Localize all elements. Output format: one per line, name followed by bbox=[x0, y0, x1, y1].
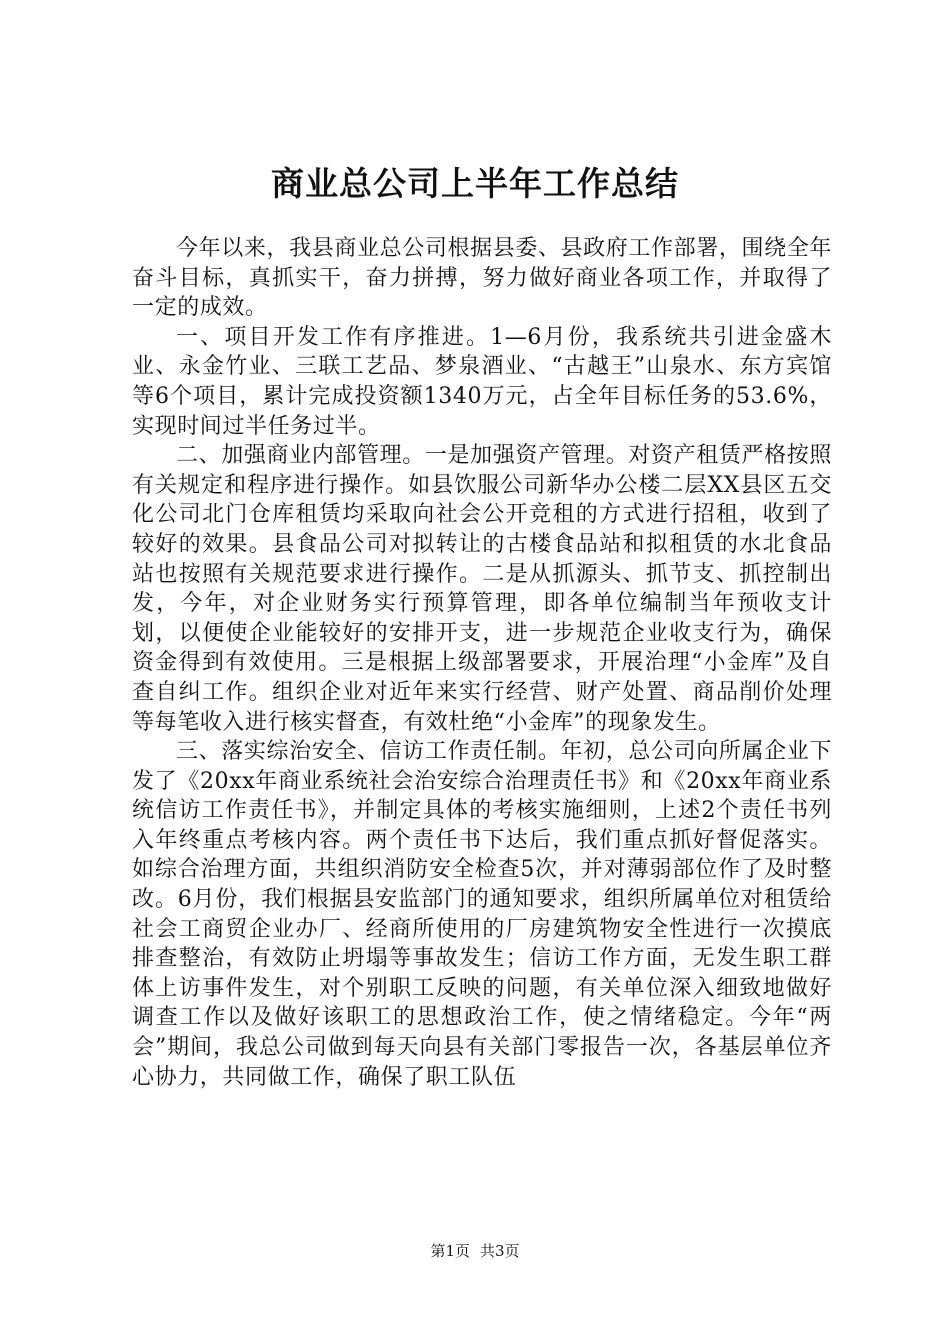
page-footer bbox=[0, 1240, 950, 1262]
paragraph-internal-management: 二、加强商业内部管理。一是加强资产管理。对资产租赁严格按照有关规定和程序进行操作。如县饮服公司新华办公楼二层XX县区五交化公司北门仓库租赁均采取向社会公开竞租的方式进行招租，收到了较好的效果。县食品公司对拟转让的古楼食品站和拟租赁的水北食品站也按照有关规范要求进行操作。二是从抓源头、抓节支、抓控制出发，今年，对企业财务实行预算管理，即各单位编制当年预收支计划，以便使企业能较好的安排开支，进一步规范企业收支行为，确保资金得到有效使用。三是根据上级部署要求，开展治理“小金库”及自查自纠工作。组织企业对近年来实行经营、财产处置、商品削价处理等每笔收入进行核实督查，有效杜绝“小金库”的现象发生。 bbox=[132, 443, 832, 735]
paragraph-project-development: 一、项目开发工作有序推进。1—6月份，我系统共引进金盛木业、永金竹业、三联工艺品、梦泉酒业、“古越王”山泉水、东方宾馆等6个项目，累计完成投资额1340万元，占全年目标任务的53.6%，实现时间过半任务过半。 bbox=[132, 324, 832, 439]
document-title: 商业总公司上半年工作总结 bbox=[271, 164, 679, 203]
document-body bbox=[132, 234, 832, 1092]
page-number-total: 共3页 bbox=[480, 1242, 520, 1260]
paragraph-intro: 今年以来，我县商业总公司根据县委、县政府工作部署，围绕全年奋斗目标，真抓实干，奋力拼搏，努力做好商业各项工作，并取得了一定的成效。 bbox=[132, 236, 832, 321]
page-number-current: 第1页 bbox=[430, 1242, 470, 1260]
paragraph-safety-petition: 三、落实综治安全、信访工作责任制。年初，总公司向所属企业下发了《20xx年商业系统社会治安综合治理责任书》和《20xx年商业系统信访工作责任书》，并制定具体的考核实施细则，上述2个责任书列入年终重点考核内容。两个责任书下达后，我们重点抓好督促落实。如综合治理方面，共组织消防安全检查5次，并对薄弱部位作了及时整改。6月份，我们根据县安监部门的通知要求，组织所属单位对租赁给社会工商贸企业办厂、经商所使用的厂房建筑物安全性进行一次摸底排查整治，有效防止坍塌等事故发生；信访工作方面，无发生职工群体上访事件发生，对个别职工反映的问题，有关单位深入细致地做好调查工作以及做好该职工的思想政治工作，使之情绪稳定。今年“两会”期间，我总公司做到每天向县有关部门零报告一次，各基层单位齐心协力，共同做工作，确保了职工队伍 bbox=[132, 739, 832, 1090]
